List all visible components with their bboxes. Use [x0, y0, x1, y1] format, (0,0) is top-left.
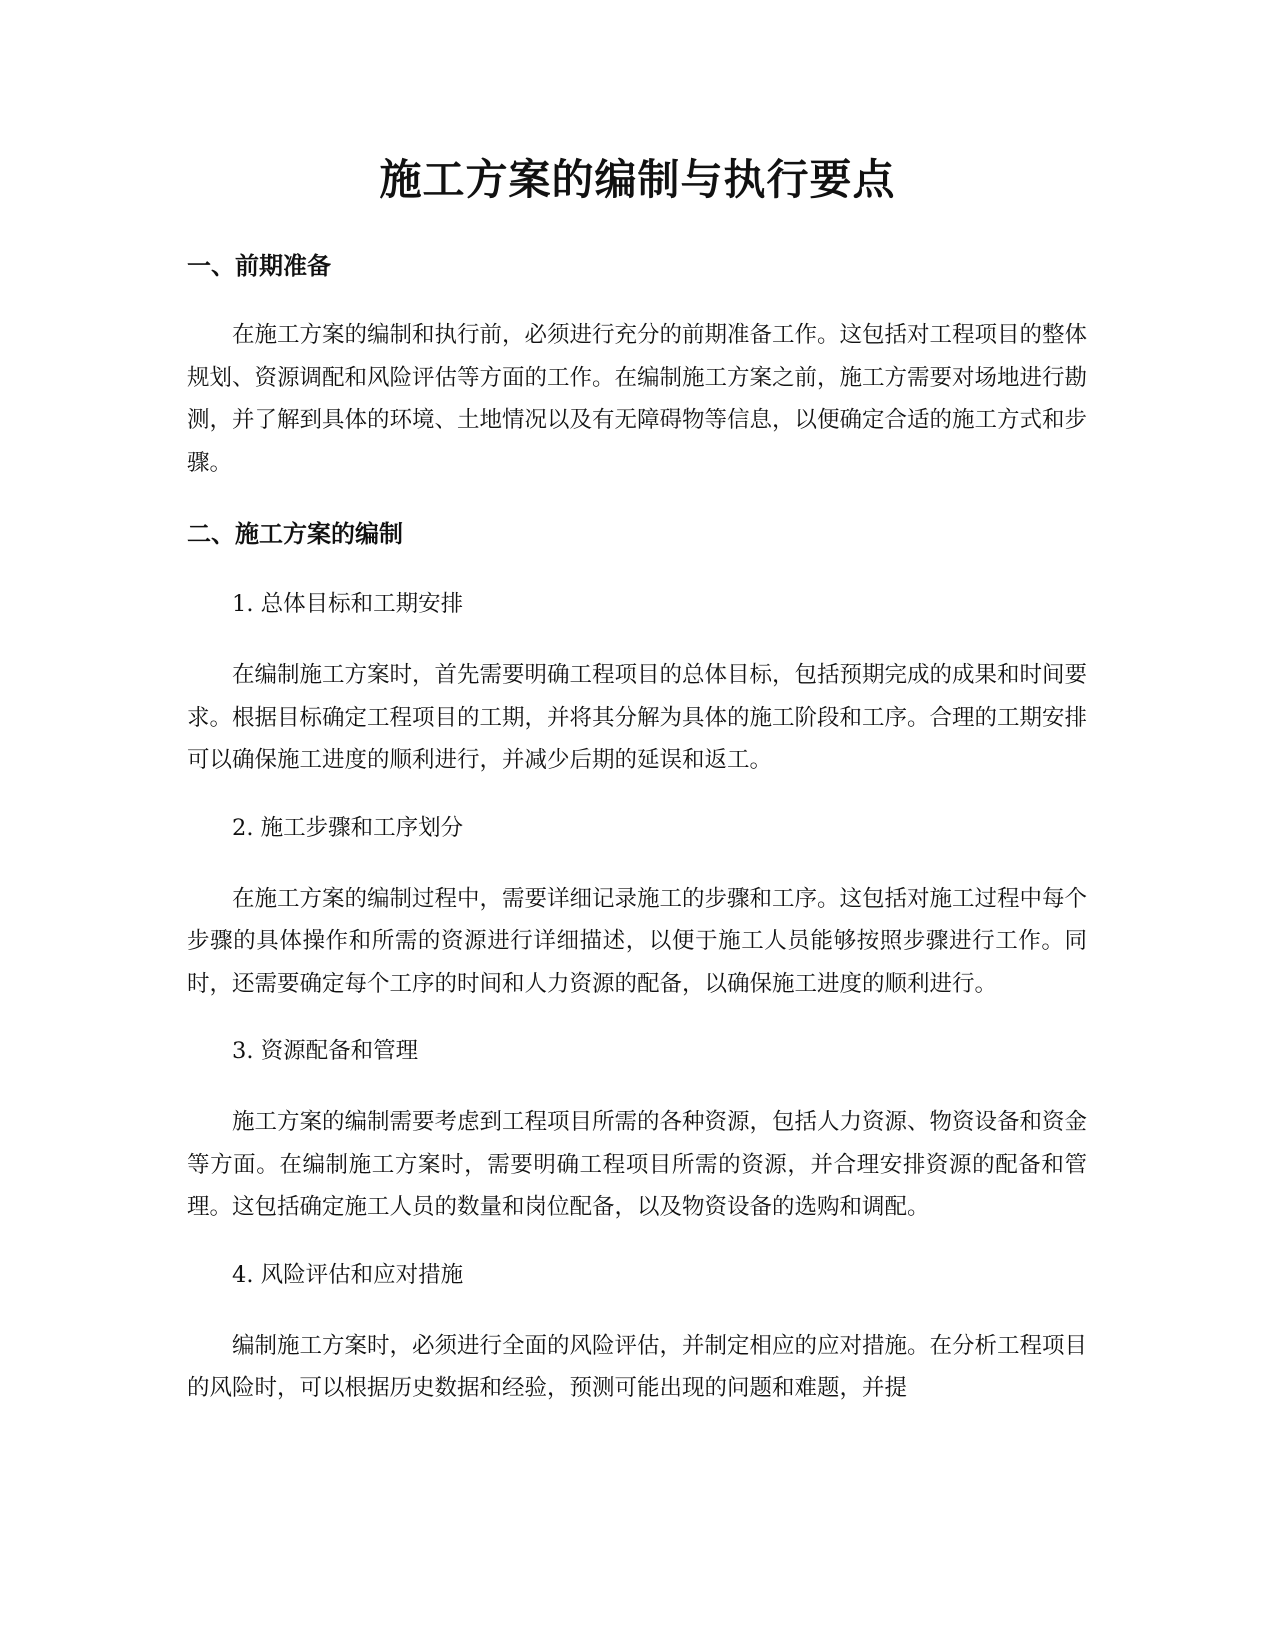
subheading-steps-processes: 2. 施工步骤和工序划分	[232, 814, 464, 841]
subheading-risk: 4. 风险评估和应对措施	[232, 1261, 464, 1288]
section-heading-preparation: 一、前期准备	[187, 252, 331, 280]
subheading-goals-schedule: 1. 总体目标和工期安排	[232, 591, 464, 617]
paragraph-resources: 施工方案的编制需要考虑到工程项目所需的各种资源，包括人力资源、物资设备和资金等方面。在编制施工方案时，需要明确工程项目所需的资源，并合理安排资源的配备和管理。这包括确定施工人员的数量和岗位配备，以及物资设备的选购和调配。	[187, 1109, 1088, 1220]
paragraph-goals-schedule: 在编制施工方案时，首先需要明确工程项目的总体目标，包括预期完成的成果和时间要求。根据目标确定工程项目的工期，并将其分解为具体的施工阶段和工序。合理的工期安排可以确保施工进度的顺利进行，并减少后期的延误和返工。	[187, 662, 1088, 773]
document-title: 施工方案的编制与执行要点	[379, 155, 896, 204]
paragraph-preparation: 在施工方案的编制和执行前，必须进行充分的前期准备工作。这包括对工程项目的整体规划、资源调配和风险评估等方面的工作。在编制施工方案之前，施工方需要对场地进行勘测，并了解到具体的环境、土地情况以及有无障碍物等信息，以便确定合适的施工方式和步骤。	[187, 322, 1088, 476]
document-body	[187, 246, 1087, 1410]
paragraph-risk: 编制施工方案时，必须进行全面的风险评估，并制定相应的应对措施。在分析工程项目的风险时，可以根据历史数据和经验，预测可能出现的问题和难题，并提	[187, 1332, 1088, 1401]
section-heading-compilation: 二、施工方案的编制	[187, 520, 403, 548]
subheading-resources: 3. 资源配备和管理	[232, 1038, 419, 1064]
paragraph-steps-processes: 在施工方案的编制过程中，需要详细记录施工的步骤和工序。这包括对施工过程中每个步骤的具体操作和所需的资源进行详细描述，以便于施工人员能够按照步骤进行工作。同时，还需要确定每个工序的时间和人力资源的配备，以确保施工进度的顺利进行。	[187, 885, 1088, 997]
